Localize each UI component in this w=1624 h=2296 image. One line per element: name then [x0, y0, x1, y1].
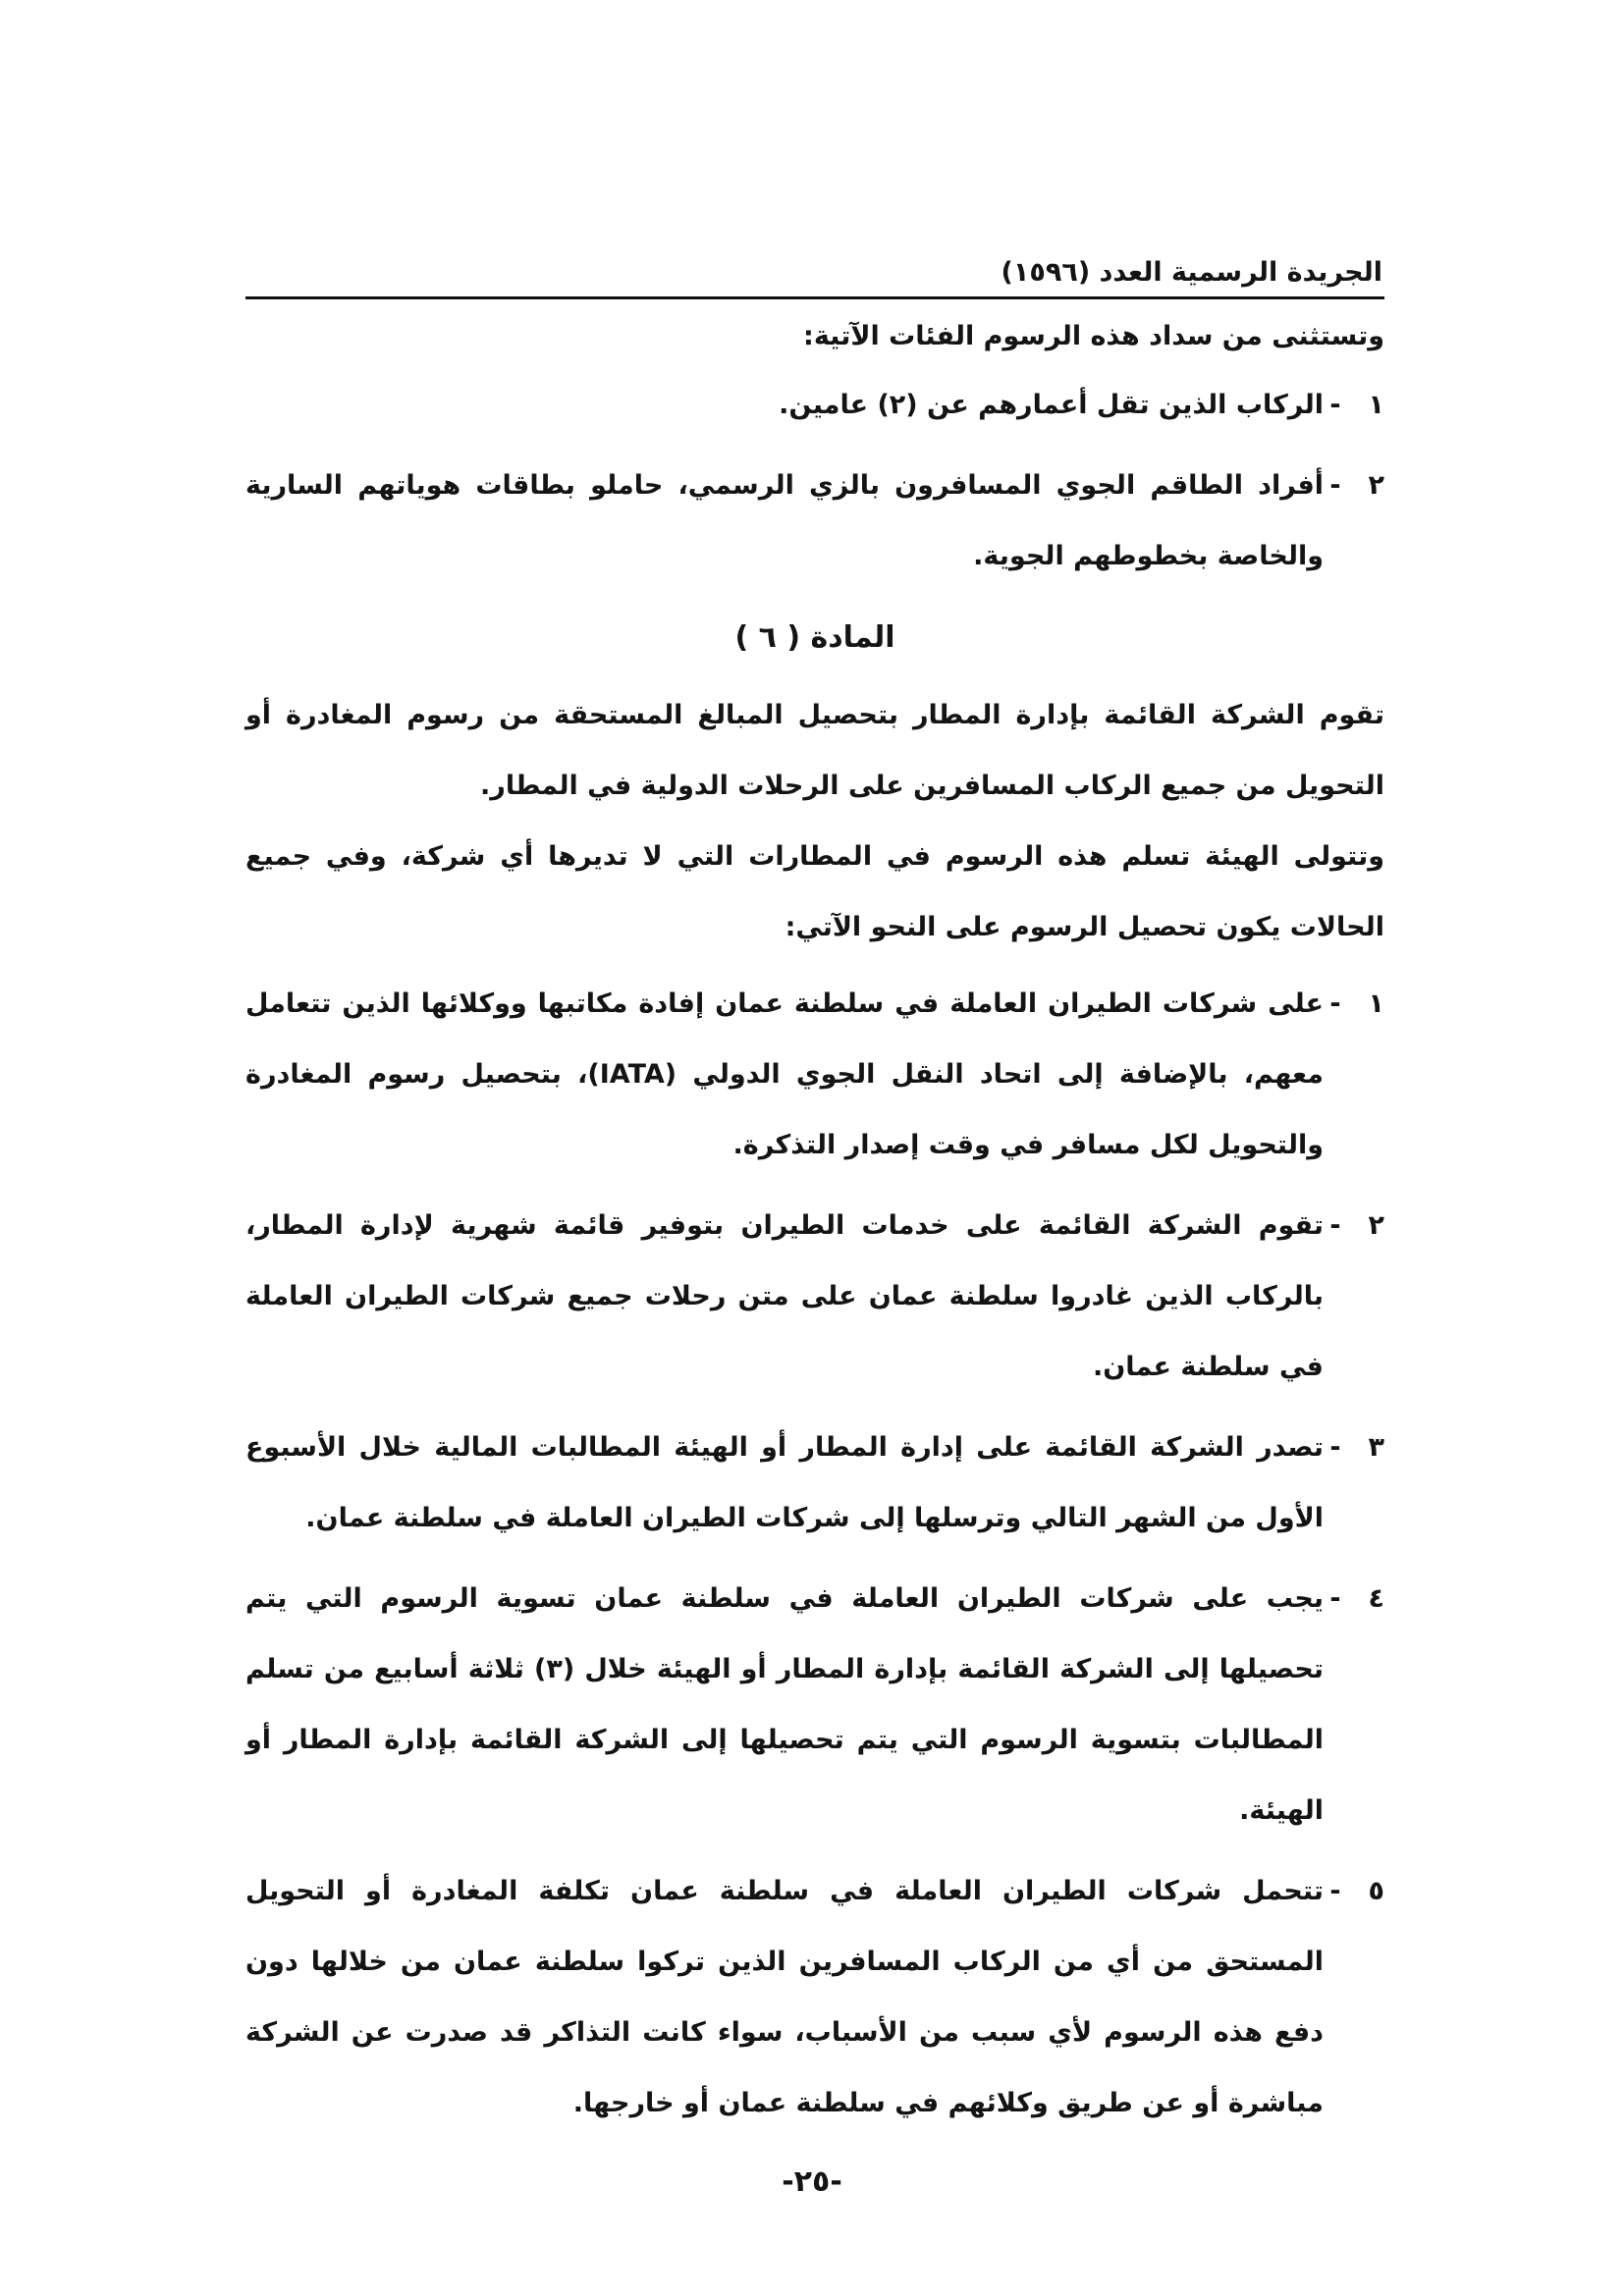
item-number: ١: [1368, 390, 1384, 421]
item-dash: -: [1329, 390, 1341, 421]
item-dash: -: [1329, 1210, 1341, 1242]
item-number: ٢: [1368, 470, 1384, 502]
item-dash: -: [1329, 988, 1341, 1020]
procedure-item: [245, 969, 1384, 1181]
item-text: يجب على شركات الطيران العاملة في سلطنة عمان تسوية الرسوم التي يتم تحصيلها إلى الشركة القائمة بإدارة المطار أو الهيئة خلال (٣) ثلاثة أسابيع من تسلم المطالبات بتسوية الرسوم التي يتم تحصيلها إلى الشركة القائمة بإدارة المطار أو الهيئة.: [245, 1583, 1324, 1827]
item-text: تقوم الشركة القائمة على خدمات الطيران بتوفير قائمة شهرية لإدارة المطار، بالركاب الذين غادروا سلطنة عمان على متن رحلات جميع شركات الطيران العاملة في سلطنة عمان.: [245, 1210, 1324, 1383]
collection-procedures-list: [245, 969, 1384, 2139]
procedure-item: [245, 1413, 1384, 1554]
document-page: [245, 257, 1384, 2149]
item-number: ٥: [1368, 1876, 1384, 1907]
procedure-item: [245, 1564, 1384, 1846]
item-number: ٣: [1368, 1432, 1384, 1464]
item-number: ٢: [1368, 1210, 1384, 1242]
procedure-item: [245, 1191, 1384, 1403]
item-number: ٤: [1368, 1583, 1384, 1615]
item-text: تصدر الشركة القائمة على إدارة المطار أو الهيئة المطالبات المالية خلال الأسبوع الأول من الشهر التالي وترسلها إلى شركات الطيران العاملة في سلطنة عمان.: [245, 1432, 1324, 1534]
gazette-header: [245, 257, 1384, 299]
item-text: أفراد الطاقم الجوي المسافرون بالزي الرسمي، حاملو بطاقات هوياتهم السارية والخاصة بخطوطهم الجوية.: [245, 470, 1324, 572]
exemptions-list: [245, 370, 1384, 592]
procedure-item: [245, 1856, 1384, 2139]
article-heading: المادة ( ٦ ): [734, 620, 895, 656]
article-paragraph-2: وتتولى الهيئة تسلم هذه الرسوم في المطارات التي لا تديرها أي شركة، وفي جميع الحالات يكون تحصيل الرسوم على النحو الآتي:: [245, 841, 1384, 943]
item-dash: -: [1329, 1583, 1341, 1615]
item-text: على شركات الطيران العاملة في سلطنة عمان إفادة مكاتبها ووكلائها الذين تتعامل معهم، بالإضافة إلى اتحاد النقل الجوي الدولي (IATA)، بتحصيل رسوم المغادرة والتحويل لكل مسافر في وقت إصدار التذكرة.: [245, 988, 1324, 1161]
exemptions-intro: وتستثنى من سداد هذه الرسوم الفئات الآتية:: [803, 321, 1384, 352]
exemption-item: [245, 370, 1384, 441]
article-paragraph-1: تقوم الشركة القائمة بإدارة المطار بتحصيل المبالغ المستحقة من رسوم المغادرة أو التحويل من جميع الركاب المسافرين على الرحلات الدولية في المطار.: [245, 700, 1384, 802]
gazette-title: الجريدة الرسمية العدد (١٥٩٦): [1001, 257, 1382, 288]
item-dash: -: [1329, 470, 1341, 502]
item-text: تتحمل شركات الطيران العاملة في سلطنة عمان تكلفة المغادرة أو التحويل المستحق من أي من الركاب المسافرين الذين تركوا سلطنة عمان من خلالها دون دفع هذه الرسوم لأي سبب من الأسباب، سواء كانت التذاكر قد صدرت عن الشركة مباشرة أو عن طريق وكلائهم في سلطنة عمان أو خارجها.: [245, 1876, 1324, 2119]
item-dash: -: [1329, 1876, 1341, 1907]
item-number: ١: [1368, 988, 1384, 1020]
page-number: -٢٥-: [782, 2164, 842, 2199]
item-dash: -: [1329, 1432, 1341, 1464]
item-text: الركاب الذين تقل أعمارهم عن (٢) عامين.: [779, 390, 1324, 421]
exemption-item: [245, 451, 1384, 592]
